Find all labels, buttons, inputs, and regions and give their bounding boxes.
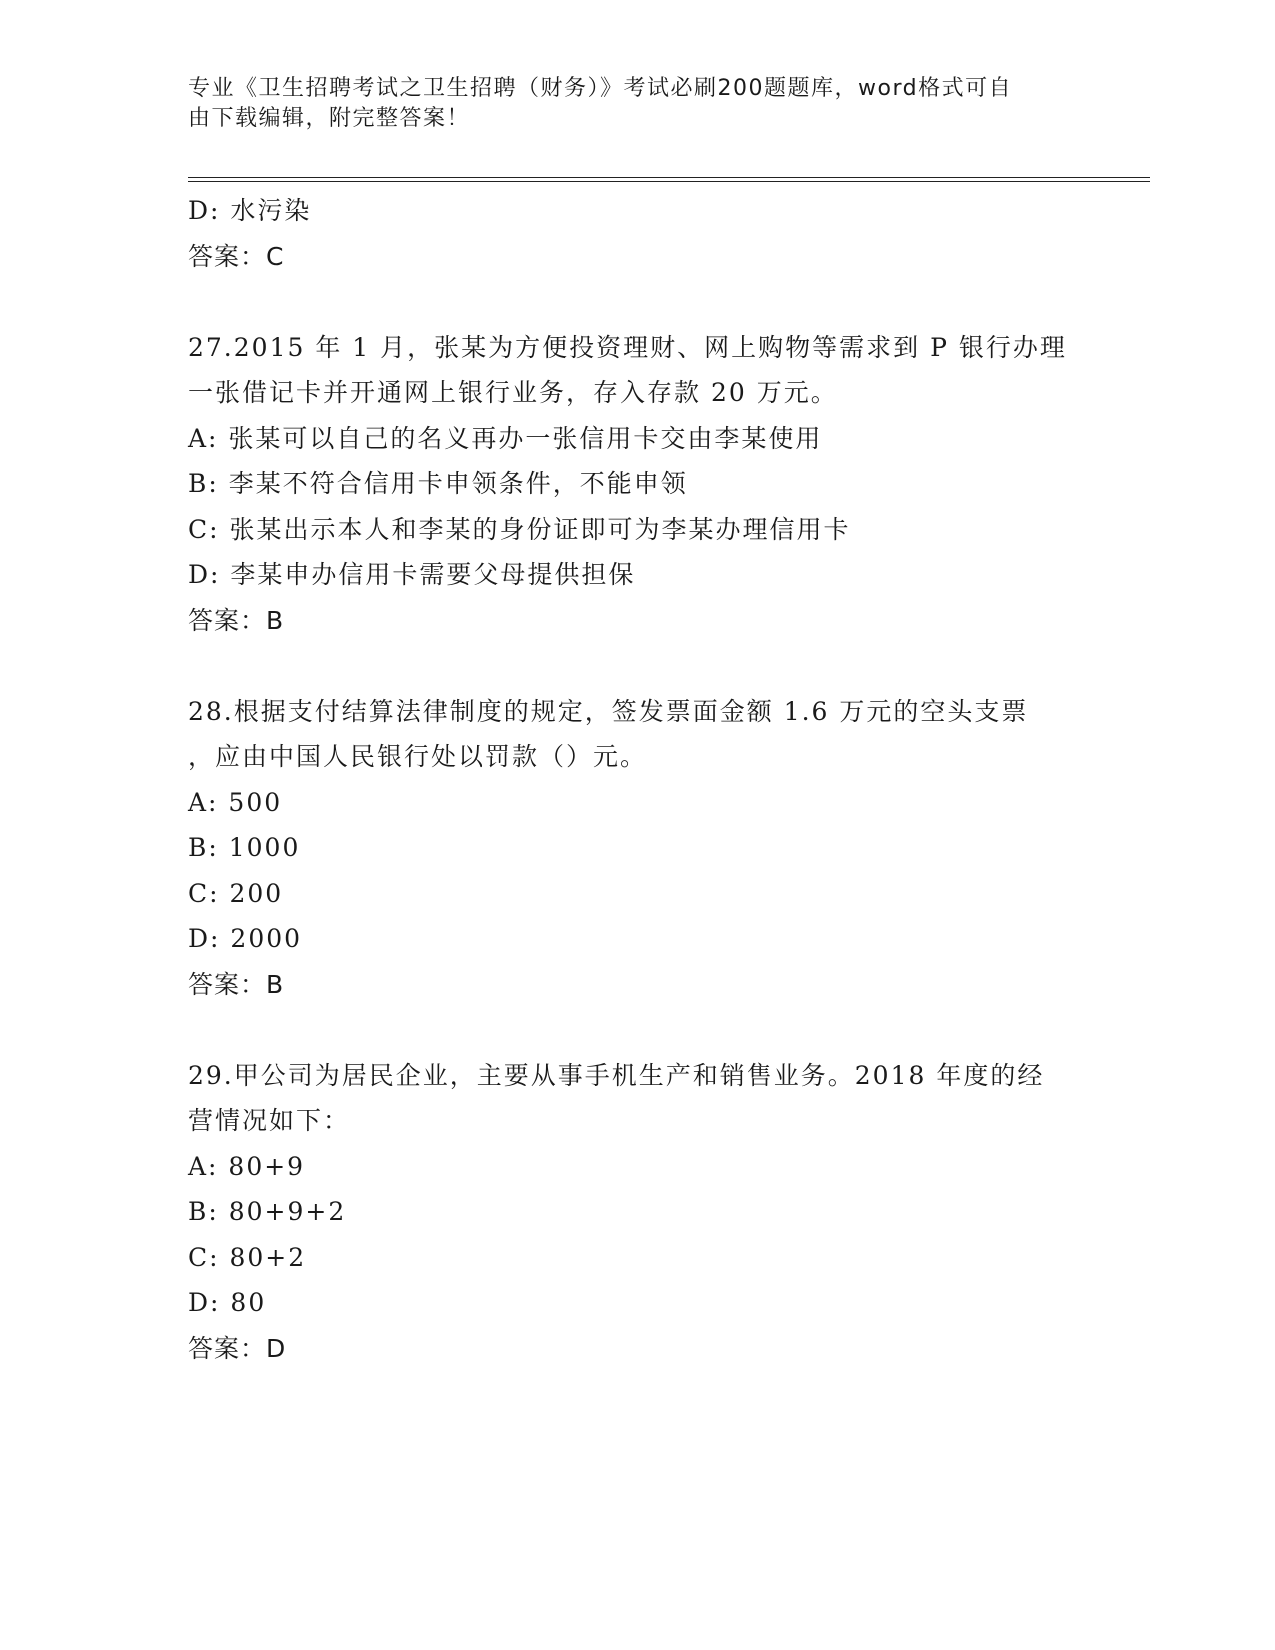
header-title-line-1: 专业《卫生招聘考试之卫生招聘（财务）》考试必刷200题题库，word格式可自 [188,76,1013,101]
page-header [188,74,1068,134]
option-b: B: 80+9+2 [188,1197,347,1226]
question-stem: 28.根据支付结算法律制度的规定，签发票面金额 1.6 万元的空头支票 [188,696,1029,726]
option-b: B: 李某不符合信用卡申领条件，不能申领 [188,469,688,498]
option-a: A: 80+9 [188,1151,306,1181]
question-28 [188,689,1088,1008]
option-c: C: 200 [188,878,284,908]
question-29 [188,1053,1088,1372]
spacer [188,279,1088,325]
answer-line: 答案：B [188,969,285,999]
option-d: D: 2000 [188,924,303,953]
answer-line: 答案：B [188,605,285,635]
header-divider-top [188,177,1150,178]
spacer [188,1007,1088,1053]
previous-question-tail [188,188,1088,279]
option-d: D: 水污染 [188,196,312,225]
option-d: D: 李某申办信用卡需要父母提供担保 [188,560,636,589]
spacer [188,643,1088,689]
option-d: D: 80 [188,1288,267,1317]
question-stem: 一张借记卡并开通网上银行业务，存入存款 20 万元。 [188,378,838,407]
option-a: A: 张某可以自己的名义再办一张信用卡交由李某使用 [188,423,823,453]
header-divider-bottom [188,181,1150,182]
option-a: A: 500 [188,787,283,817]
question-stem: 营情况如下： [188,1106,351,1135]
question-stem: 29.甲公司为居民企业，主要从事手机生产和销售业务。2018 年度的经 [188,1060,1045,1090]
answer-line: 答案：D [188,1333,287,1363]
answer-line: 答案：C [188,241,285,271]
header-title-line-2: 由下载编辑，附完整答案！ [188,106,471,131]
question-27 [188,325,1088,644]
option-b: B: 1000 [188,833,301,862]
option-c: C: 80+2 [188,1242,307,1272]
option-c: C: 张某出示本人和李某的身份证即可为李某办理信用卡 [188,514,851,544]
question-stem: ，应由中国人民银行处以罚款（）元。 [188,742,648,771]
document-body [188,188,1088,1371]
question-stem: 27.2015 年 1 月，张某为方便投资理财、网上购物等需求到 P 银行办理 [188,332,1067,362]
